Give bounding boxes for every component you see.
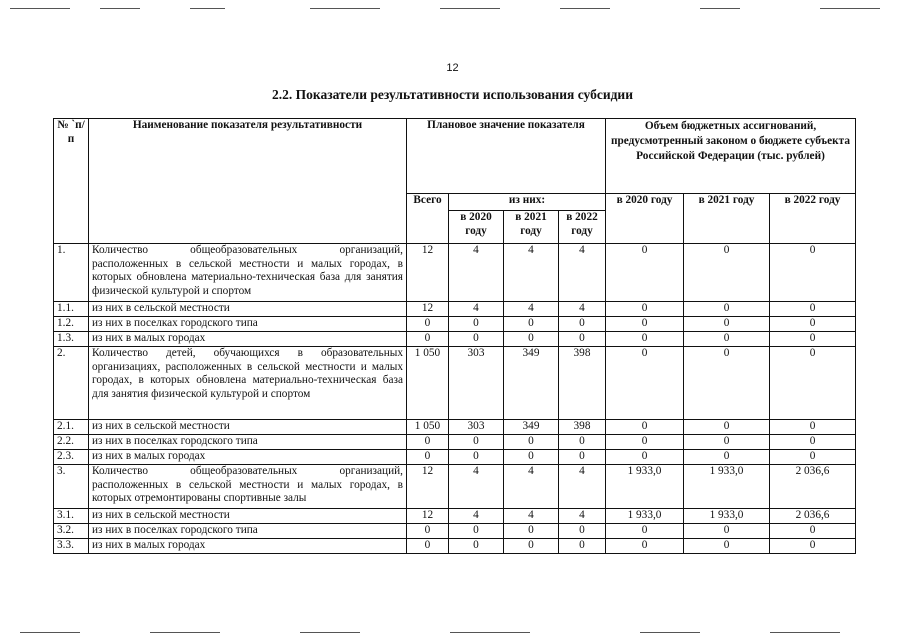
row-plan-2021: 349: [504, 420, 559, 435]
row-plan-2022: 4: [559, 509, 606, 524]
scan-artifact-line: [150, 632, 220, 633]
row-indicator-name: из них в поселках городского типа: [89, 524, 407, 539]
row-budget-2021: 1 933,0: [684, 509, 770, 524]
header-indicator-name: Наименование показателя результативности: [89, 119, 407, 244]
row-budget-2020: 0: [606, 435, 684, 450]
row-plan-2021: 4: [504, 302, 559, 317]
header-of-them: из них:: [449, 194, 606, 211]
table-row: [54, 465, 856, 509]
row-plan-2021: 0: [504, 524, 559, 539]
row-plan-2021: 0: [504, 450, 559, 465]
row-number: 1.1.: [54, 302, 89, 317]
row-total: 1 050: [407, 347, 449, 420]
row-budget-2021: 0: [684, 317, 770, 332]
row-plan-2022: 0: [559, 539, 606, 554]
table-row: [54, 347, 856, 420]
row-number: 3.: [54, 465, 89, 509]
row-plan-2021: 0: [504, 317, 559, 332]
row-budget-2022: 0: [770, 435, 856, 450]
row-budget-2021: 0: [684, 347, 770, 420]
row-budget-2022: 0: [770, 450, 856, 465]
row-total: 12: [407, 509, 449, 524]
row-budget-2022: 2 036,6: [770, 509, 856, 524]
row-plan-2022: 0: [559, 450, 606, 465]
row-budget-2021: 0: [684, 435, 770, 450]
row-total: 0: [407, 524, 449, 539]
row-indicator-name: Количество общеобразовательных организаций, расположенных в сельской местности и малых городах, в которых отремонтированы спортивные залы: [89, 465, 407, 509]
row-total: 0: [407, 539, 449, 554]
header-plan-2022: в 2022 году: [559, 211, 606, 244]
scan-artifact-line: [440, 8, 500, 9]
row-budget-2021: 0: [684, 524, 770, 539]
row-budget-2021: 0: [684, 539, 770, 554]
row-indicator-name: из них в малых городах: [89, 539, 407, 554]
section-title: 2.2. Показатели результативности использования субсидии: [272, 87, 633, 102]
header-budget-allocations: Объем бюджетных ассигнований, предусмотренный законом о бюджете субъекта Российской Федерации (тыс. рублей): [606, 119, 856, 194]
row-total: 12: [407, 465, 449, 509]
row-plan-2020: 303: [449, 347, 504, 420]
scan-artifact-line: [10, 8, 70, 9]
scan-artifact-line: [190, 8, 225, 9]
row-number: 3.3.: [54, 539, 89, 554]
row-budget-2021: 0: [684, 420, 770, 435]
row-budget-2020: 1 933,0: [606, 509, 684, 524]
row-budget-2020: 0: [606, 347, 684, 420]
row-budget-2022: 0: [770, 347, 856, 420]
row-indicator-name: из них в сельской местности: [89, 420, 407, 435]
row-budget-2020: 0: [606, 450, 684, 465]
row-number: 1.2.: [54, 317, 89, 332]
row-plan-2021: 349: [504, 347, 559, 420]
scan-artifact-line: [820, 8, 880, 9]
row-indicator-name: из них в сельской местности: [89, 302, 407, 317]
header-budget-2020: в 2020 году: [606, 194, 684, 244]
row-total: 0: [407, 450, 449, 465]
scan-artifact-line: [640, 632, 700, 633]
row-plan-2022: 0: [559, 332, 606, 347]
scan-artifact-line: [560, 8, 610, 9]
row-indicator-name: Количество общеобразовательных организаций, расположенных в сельской местности и малых городах, в которых обновлена материально-техническая база для занятия физической культурой и спортом: [89, 244, 407, 302]
row-budget-2020: 0: [606, 524, 684, 539]
row-total: 0: [407, 332, 449, 347]
row-budget-2020: 0: [606, 244, 684, 302]
row-plan-2020: 4: [449, 244, 504, 302]
row-plan-2021: 0: [504, 435, 559, 450]
row-plan-2021: 0: [504, 539, 559, 554]
row-indicator-name: из них в сельской местности: [89, 509, 407, 524]
scan-artifact-line: [20, 632, 80, 633]
row-plan-2020: 303: [449, 420, 504, 435]
row-budget-2020: 0: [606, 420, 684, 435]
row-number: 2.: [54, 347, 89, 420]
row-plan-2020: 4: [449, 509, 504, 524]
row-indicator-name: из них в малых городах: [89, 332, 407, 347]
header-planned-value: Плановое значение показателя: [407, 119, 606, 194]
table-row: [54, 420, 856, 435]
header-number: № `п/п: [54, 119, 89, 244]
row-budget-2022: 0: [770, 302, 856, 317]
row-plan-2022: 0: [559, 317, 606, 332]
row-total: 0: [407, 317, 449, 332]
row-budget-2021: 0: [684, 302, 770, 317]
header-budget-2021: в 2021 году: [684, 194, 770, 244]
row-plan-2020: 0: [449, 524, 504, 539]
table-row: [54, 524, 856, 539]
header-plan-2020: в 2020 году: [449, 211, 504, 244]
row-budget-2022: 0: [770, 317, 856, 332]
row-budget-2022: 0: [770, 332, 856, 347]
row-total: 0: [407, 435, 449, 450]
row-indicator-name: из них в поселках городского типа: [89, 435, 407, 450]
table-row: [54, 450, 856, 465]
row-plan-2022: 4: [559, 302, 606, 317]
row-number: 2.1.: [54, 420, 89, 435]
row-indicator-name: Количество детей, обучающихся в образовательных организациях, расположенных в сельской местности и малых городах, в которых обновлена материально-техническая база для занятия физической культурой и спортом: [89, 347, 407, 420]
table-row: [54, 302, 856, 317]
row-plan-2020: 0: [449, 332, 504, 347]
scan-artifact-line: [100, 8, 140, 9]
row-budget-2022: 0: [770, 244, 856, 302]
row-plan-2022: 0: [559, 435, 606, 450]
row-plan-2020: 0: [449, 317, 504, 332]
table-row: [54, 435, 856, 450]
row-number: 1.3.: [54, 332, 89, 347]
row-budget-2020: 1 933,0: [606, 465, 684, 509]
row-number: 2.2.: [54, 435, 89, 450]
indicators-table: [53, 118, 856, 554]
table-row: [54, 244, 856, 302]
row-budget-2020: 0: [606, 539, 684, 554]
row-budget-2020: 0: [606, 332, 684, 347]
row-budget-2022: 0: [770, 539, 856, 554]
row-plan-2020: 0: [449, 450, 504, 465]
row-budget-2022: 0: [770, 420, 856, 435]
table-row: [54, 332, 856, 347]
header-total: Всего: [407, 194, 449, 244]
scan-artifact-line: [300, 632, 360, 633]
row-budget-2021: 0: [684, 244, 770, 302]
row-number: 3.2.: [54, 524, 89, 539]
row-plan-2020: 4: [449, 465, 504, 509]
row-budget-2020: 0: [606, 302, 684, 317]
row-number: 1.: [54, 244, 89, 302]
table-row: [54, 509, 856, 524]
page-number: 12: [446, 62, 459, 74]
row-plan-2021: 4: [504, 509, 559, 524]
row-plan-2022: 4: [559, 465, 606, 509]
row-plan-2022: 4: [559, 244, 606, 302]
row-number: 2.3.: [54, 450, 89, 465]
row-number: 3.1.: [54, 509, 89, 524]
row-plan-2020: 4: [449, 302, 504, 317]
header-budget-2022: в 2022 году: [770, 194, 856, 244]
row-budget-2022: 2 036,6: [770, 465, 856, 509]
row-plan-2021: 4: [504, 244, 559, 302]
row-plan-2020: 0: [449, 539, 504, 554]
table-row: [54, 539, 856, 554]
row-total: 12: [407, 302, 449, 317]
row-budget-2021: 1 933,0: [684, 465, 770, 509]
row-plan-2022: 398: [559, 420, 606, 435]
row-plan-2022: 0: [559, 524, 606, 539]
table-row: [54, 317, 856, 332]
row-plan-2021: 4: [504, 465, 559, 509]
row-total: 12: [407, 244, 449, 302]
row-total: 1 050: [407, 420, 449, 435]
row-budget-2020: 0: [606, 317, 684, 332]
row-budget-2021: 0: [684, 450, 770, 465]
row-indicator-name: из них в поселках городского типа: [89, 317, 407, 332]
row-plan-2020: 0: [449, 435, 504, 450]
scan-artifact-line: [450, 632, 530, 633]
header-plan-2021: в 2021 году: [504, 211, 559, 244]
row-indicator-name: из них в малых городах: [89, 450, 407, 465]
scan-artifact-line: [700, 8, 740, 9]
row-budget-2022: 0: [770, 524, 856, 539]
row-budget-2021: 0: [684, 332, 770, 347]
scan-artifact-line: [310, 8, 380, 9]
row-plan-2022: 398: [559, 347, 606, 420]
scan-artifact-line: [770, 632, 840, 633]
row-plan-2021: 0: [504, 332, 559, 347]
